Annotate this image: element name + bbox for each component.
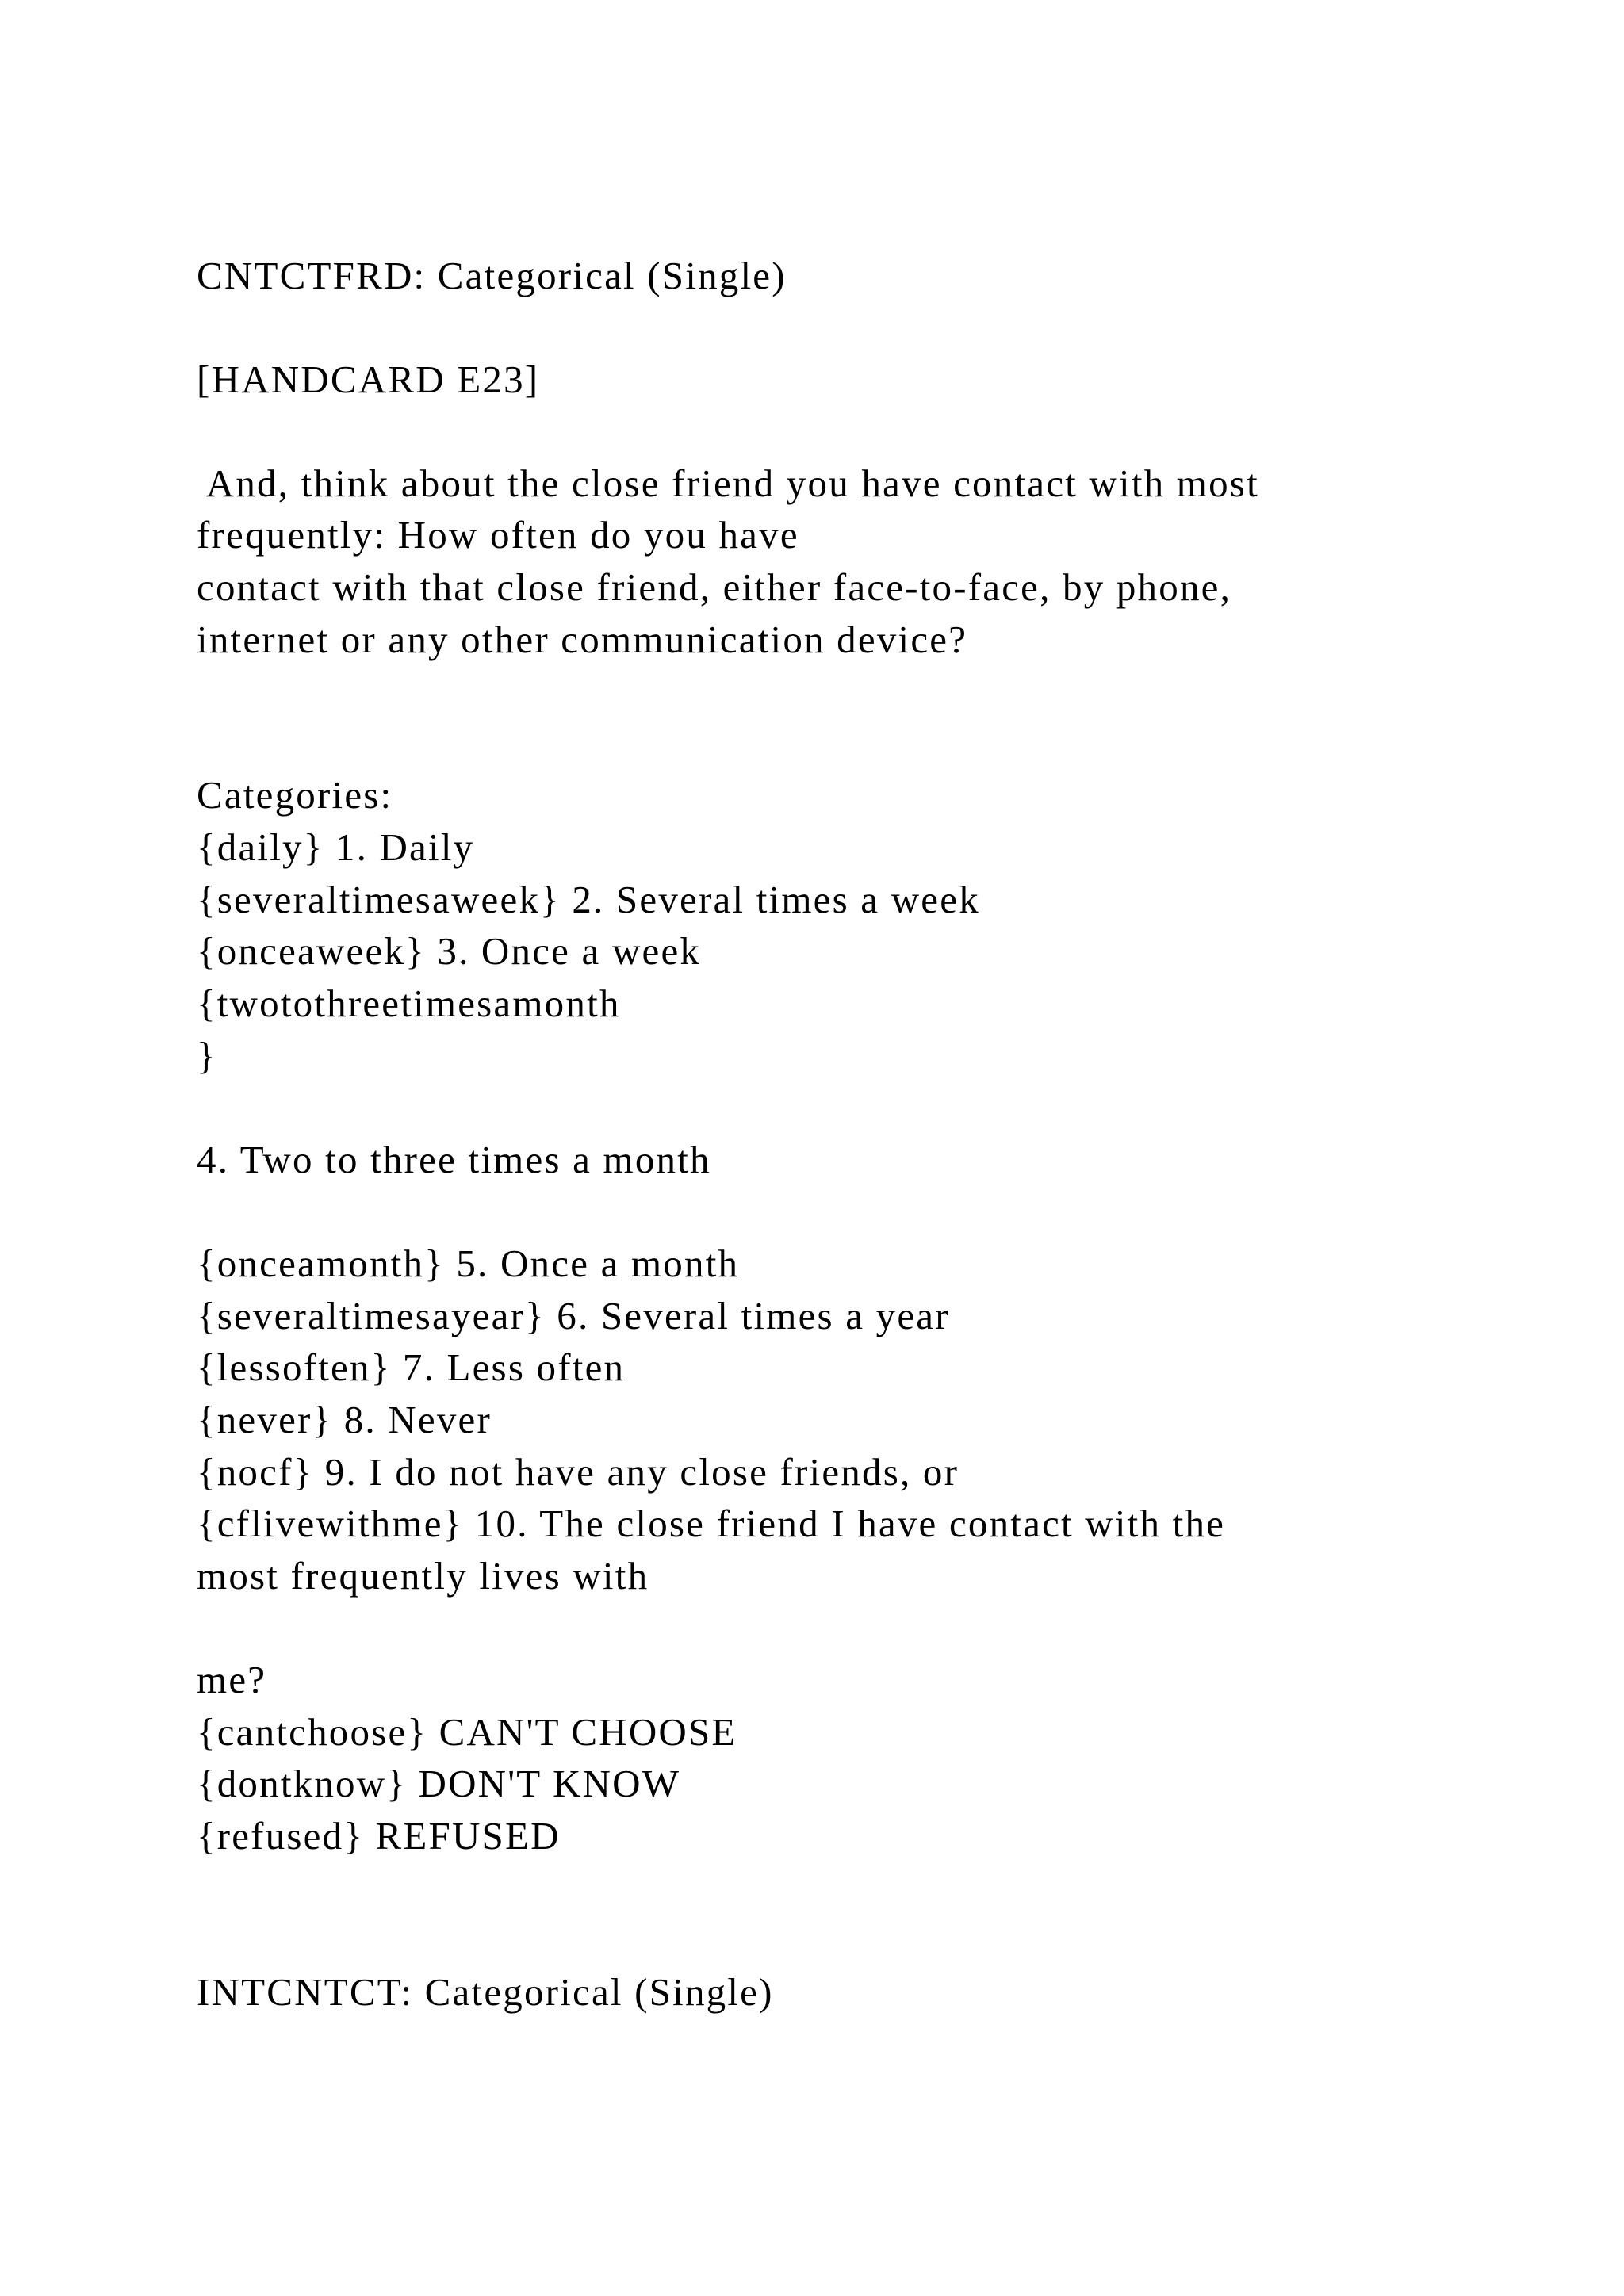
category-item: {dontknow} DON'T KNOW	[197, 1762, 681, 1805]
category-item: most frequently lives with	[197, 1554, 649, 1598]
variable-title: INTCNTCT: Categorical (Single)	[197, 1970, 774, 2014]
question-line: frequently: How often do you have	[197, 513, 799, 557]
question-line: contact with that close friend, either face-to-face, by phone,	[197, 565, 1232, 609]
category-item: me?	[197, 1658, 267, 1701]
category-item: }	[197, 1034, 217, 1077]
category-item: {never} 8. Never	[197, 1398, 492, 1441]
category-item: {nocf} 9. I do not have any close friends, or	[197, 1450, 959, 1494]
handcard-label: [HANDCARD E23]	[197, 358, 540, 401]
category-item: {twotothreetimesamonth	[197, 982, 621, 1025]
category-item: {severaltimesaweek} 2. Several times a week	[197, 878, 980, 921]
categories-label: Categories:	[197, 773, 393, 817]
question-line: internet or any other communication device?	[197, 618, 968, 661]
variable-title: CNTCTFRD: Categorical (Single)	[197, 254, 787, 297]
category-item: 4. Two to three times a month	[197, 1138, 711, 1181]
category-item: {severaltimesayear} 6. Several times a year	[197, 1294, 950, 1337]
category-item: {refused} REFUSED	[197, 1814, 561, 1858]
category-item: {cflivewithme} 10. The close friend I have contact with the	[197, 1502, 1226, 1545]
category-item: {daily} 1. Daily	[197, 825, 475, 869]
category-item: {onceamonth} 5. Once a month	[197, 1242, 740, 1285]
category-item: {lessoften} 7. Less often	[197, 1345, 626, 1389]
category-item: {cantchoose} CAN'T CHOOSE	[197, 1710, 737, 1754]
category-item: {onceaweek} 3. Once a week	[197, 929, 702, 973]
question-line: And, think about the close friend you have contact with most	[197, 461, 1259, 505]
